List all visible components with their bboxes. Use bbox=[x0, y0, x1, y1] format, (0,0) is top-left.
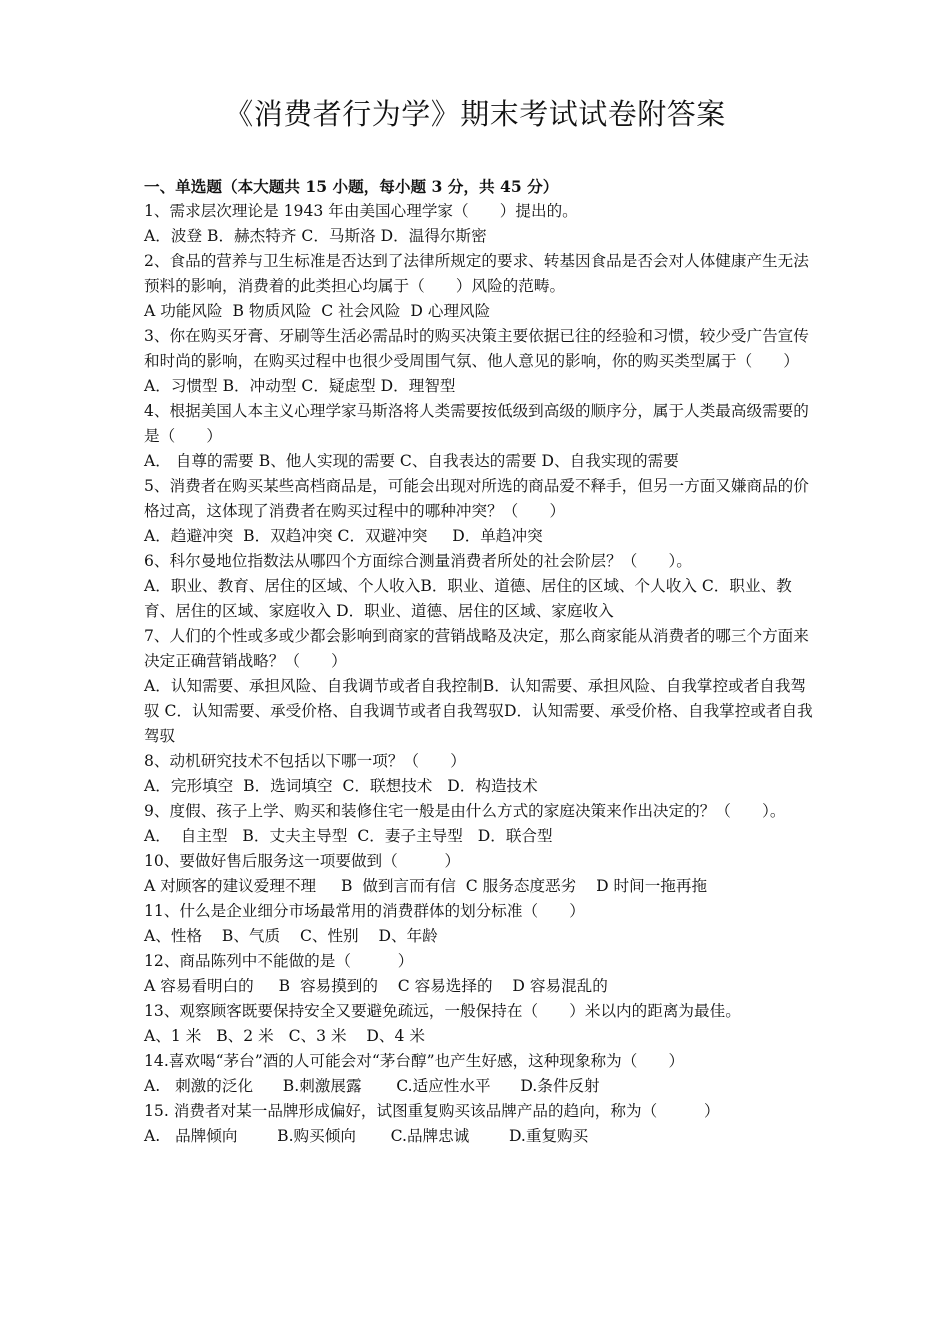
question-11 bbox=[144, 899, 814, 949]
question-1 bbox=[144, 199, 814, 249]
question-options: A．职业、教育、居住的区域、个人收入B．职业、道德、居住的区域、个人收入 C．职业、教育、居住的区域、家庭收入 D．职业、道德、居住的区域、家庭收入 bbox=[144, 577, 792, 620]
question-options: A．认知需要、承担风险、自我调节或者自我控制B．认知需要、承担风险、自我掌控或者自我驾驭 C．认知需要、承受价格、自我调节或者自我驾驭D．认知需要、承受价格、自我掌控或者自我驾驭 bbox=[144, 677, 813, 745]
question-stem: 15. 消费者对某一品牌形成偏好，试图重复购买该品牌产品的趋向，称为（ ） bbox=[144, 1102, 720, 1120]
question-6 bbox=[144, 549, 814, 624]
question-options: A． 自主型 B．丈夫主导型 C．妻子主导型 D．联合型 bbox=[144, 827, 553, 845]
question-2 bbox=[144, 249, 814, 324]
question-stem: 4、根据美国人本主义心理学家马斯洛将人类需要按低级到高级的顺序分，属于人类最高级需要的是（ ） bbox=[144, 402, 809, 445]
question-stem: 10、要做好售后服务这一项要做到（ ） bbox=[144, 852, 461, 870]
question-9 bbox=[144, 799, 814, 849]
question-stem: 6、科尔曼地位指数法从哪四个方面综合测量消费者所处的社会阶层？（ ）。 bbox=[144, 552, 692, 570]
question-5 bbox=[144, 474, 814, 549]
question-3 bbox=[144, 324, 814, 399]
question-8 bbox=[144, 749, 814, 799]
question-14 bbox=[144, 1049, 814, 1099]
question-options: A．完形填空 B．选词填空 C．联想技术 D．构造技术 bbox=[144, 777, 538, 795]
exam-content bbox=[144, 174, 814, 1149]
question-stem: 11、什么是企业细分市场最常用的消费群体的划分标准（ ） bbox=[144, 902, 585, 920]
question-stem: 2、食品的营养与卫生标准是否达到了法律所规定的要求、转基因食品是否会对人体健康产生无法预料的影响，消费着的此类担心均属于（ ）风险的范畴。 bbox=[144, 252, 809, 295]
question-options: A．趋避冲突 B．双趋冲突 C．双避冲突 D．单趋冲突 bbox=[144, 527, 543, 545]
question-7 bbox=[144, 624, 814, 749]
question-options: A. 品牌倾向 B.购买倾向 C.品牌忠诚 D.重复购买 bbox=[144, 1127, 589, 1145]
question-options: A 对顾客的建议爱理不理 B 做到言而有信 C 服务态度恶劣 D 时间一拖再拖 bbox=[144, 877, 708, 895]
exam-title: 《消费者行为学》期末考试试卷附答案 bbox=[224, 97, 726, 131]
question-stem: 5、消费者在购买某些高档商品是，可能会出现对所选的商品爱不释手，但另一方面又嫌商品的价格过高，这体现了消费者在购买过程中的哪种冲突？（ ） bbox=[144, 477, 809, 520]
question-stem: 3、你在购买牙膏、牙刷等生活必需品时的购买决策主要依据已往的经验和习惯，较少受广告宣传和时尚的影响，在购买过程中也很少受周围气氛、他人意见的影响，你的购买类型属于（ ） bbox=[144, 327, 809, 370]
question-stem: 7、人们的个性或多或少都会影响到商家的营销战略及决定，那么商家能从消费者的哪三个方面来决定正确营销战略？（ ） bbox=[144, 627, 809, 670]
question-stem: 14.喜欢喝“茅台”酒的人可能会对“茅台醇”也产生好感，这种现象称为（ ） bbox=[144, 1052, 685, 1070]
question-stem: 13、观察顾客既要保持安全又要避免疏远，一般保持在（ ）米以内的距离为最佳。 bbox=[144, 1002, 741, 1020]
question-options: A、1 米 B、2 米 C、3 米 D、4 米 bbox=[144, 1027, 425, 1045]
question-stem: 1、需求层次理论是 1943 年由美国心理学家（ ）提出的。 bbox=[144, 202, 578, 220]
question-options: A． 自尊的需要 B、他人实现的需要 C、自我表达的需要 D、自我实现的需要 bbox=[144, 452, 679, 470]
question-10 bbox=[144, 849, 814, 899]
question-options: A．习惯型 B．冲动型 C．疑虑型 D．理智型 bbox=[144, 377, 456, 395]
question-4 bbox=[144, 399, 814, 474]
question-12 bbox=[144, 949, 814, 999]
question-stem: 8、动机研究技术不包括以下哪一项？（ ） bbox=[144, 752, 466, 770]
question-13 bbox=[144, 999, 814, 1049]
question-stem: 12、商品陈列中不能做的是（ ） bbox=[144, 952, 414, 970]
section-heading: 一、单选题（本大题共 15 小题，每小题 3 分，共 45 分） bbox=[144, 177, 559, 196]
question-stem: 9、度假、孩子上学、购买和装修住宅一般是由什么方式的家庭决策来作出决定的？（ ）。 bbox=[144, 802, 786, 820]
question-15 bbox=[144, 1099, 814, 1149]
question-options: A．波登 B．赫杰特齐 C．马斯洛 D．温得尔斯密 bbox=[144, 227, 487, 245]
question-options: A. 刺激的泛化 B.刺激展露 C.适应性水平 D.条件反射 bbox=[144, 1077, 600, 1095]
question-options: A 容易看明白的 B 容易摸到的 C 容易选择的 D 容易混乱的 bbox=[144, 977, 608, 995]
question-options: A、性格 B、气质 C、性别 D、年龄 bbox=[144, 927, 438, 945]
question-options: A 功能风险 B 物质风险 C 社会风险 D 心理风险 bbox=[144, 302, 491, 320]
